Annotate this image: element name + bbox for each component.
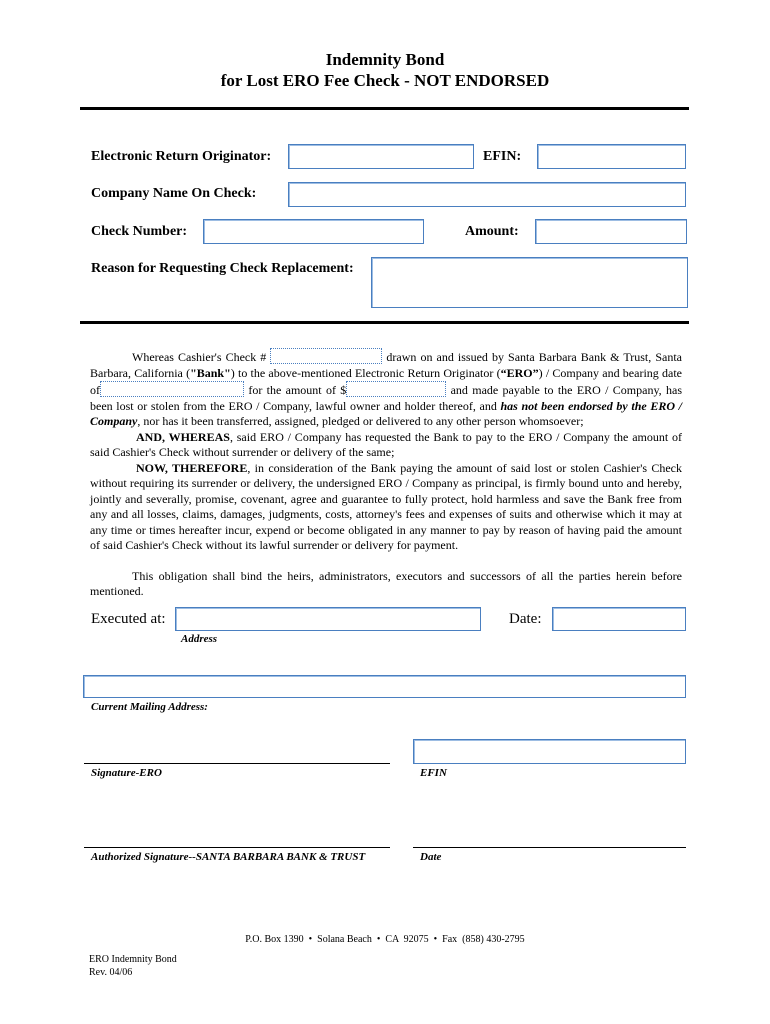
mailing-address-input[interactable]	[83, 675, 686, 698]
executed-at-input[interactable]	[175, 607, 481, 631]
efin-input[interactable]	[537, 144, 686, 169]
signature-ero-line	[84, 763, 390, 764]
mailing-address-caption: Current Mailing Address:	[91, 701, 208, 713]
paragraph-whereas: Whereas Cashier's Check # drawn on and issued by Santa Barbara Bank & Trust, Santa Barbara, California ("Bank") to the above-mentioned Electronic Return Originator (“ERO”) / Company and bearing date of for the amount of $ and made payable to the ERO / Company, has been lost or stolen from the ERO / Company, lawful owner and holder thereof, and has not been endorsed by the ERO / Company, nor has it been transferred, assigned, pledged or delivered to any other person whomsoever;	[90, 350, 683, 428]
reason-label: Reason for Requesting Check Replacement:	[91, 261, 354, 276]
date-input[interactable]	[552, 607, 686, 631]
cashiers-check-number-input[interactable]	[270, 348, 382, 364]
date-caption: Date	[420, 851, 442, 863]
middle-divider	[80, 321, 689, 324]
company-label: Company Name On Check:	[91, 186, 257, 201]
executed-at-label: Executed at:	[91, 611, 166, 627]
footer-address: P.O. Box 1390 • Solana Beach • CA 92075 • Fax (858) 430-2795	[245, 934, 525, 945]
address-caption: Address	[181, 633, 218, 645]
form-title: Indemnity Bond	[325, 50, 445, 69]
efin-caption: EFIN	[420, 767, 447, 779]
form-revision: Rev. 04/06	[89, 967, 133, 978]
form-name: ERO Indemnity Bond	[89, 954, 177, 965]
paragraph-and-whereas: AND, WHEREAS, said ERO / Company has requested the Bank to pay to the ERO / Company the amount of said Cashier's Check without surrender or delivery of the same;	[90, 429, 682, 459]
ero-label: Electronic Return Originator:	[91, 149, 272, 164]
date-signature-line	[413, 847, 686, 848]
authorized-signature-line	[84, 847, 390, 848]
date-label: Date:	[509, 611, 542, 627]
efin-label: EFIN:	[483, 149, 522, 164]
reason-input[interactable]	[371, 257, 688, 308]
ero-input[interactable]	[288, 144, 474, 169]
bond-terms	[90, 348, 682, 600]
company-input[interactable]	[288, 182, 686, 207]
paragraph-obligation: This obligation shall bind the heirs, administrators, executors and successors of all the parties herein before mentioned.	[90, 568, 682, 598]
authorized-signature-caption: Authorized Signature--SANTA BARBARA BANK & TRUST	[91, 851, 366, 863]
check-number-input[interactable]	[203, 219, 424, 244]
amount-label: Amount:	[465, 224, 519, 239]
form-subtitle: for Lost ERO Fee Check - NOT ENDORSED	[220, 71, 550, 90]
check-amount-input[interactable]	[346, 381, 446, 397]
check-number-label: Check Number:	[91, 224, 188, 239]
amount-input[interactable]	[535, 219, 687, 244]
signature-ero-caption: Signature-ERO	[91, 767, 162, 779]
top-divider	[80, 107, 689, 110]
check-date-input[interactable]	[100, 381, 244, 397]
efin-signature-input[interactable]	[413, 739, 686, 764]
paragraph-now-therefore: NOW, THEREFORE, in consideration of the Bank paying the amount of said lost or stolen Cashier's Check without requiring its surrender or delivery, the undersigned ERO / Company as principal, is firmly bound unto and hereby, jointly and severally, promise, covenant, agree and guarantee to fully protect, hold harmless and save the Bank free from any and all losses, claims, damages, judgments, costs, attorney's fees and expenses of suits and otherwise which it may at any time or times hereafter incur, expend or become obligated in any manner to pay by reason of having paid the amount of said Cashier's Check without its lawful surrender or delivery for payment.	[90, 460, 683, 552]
